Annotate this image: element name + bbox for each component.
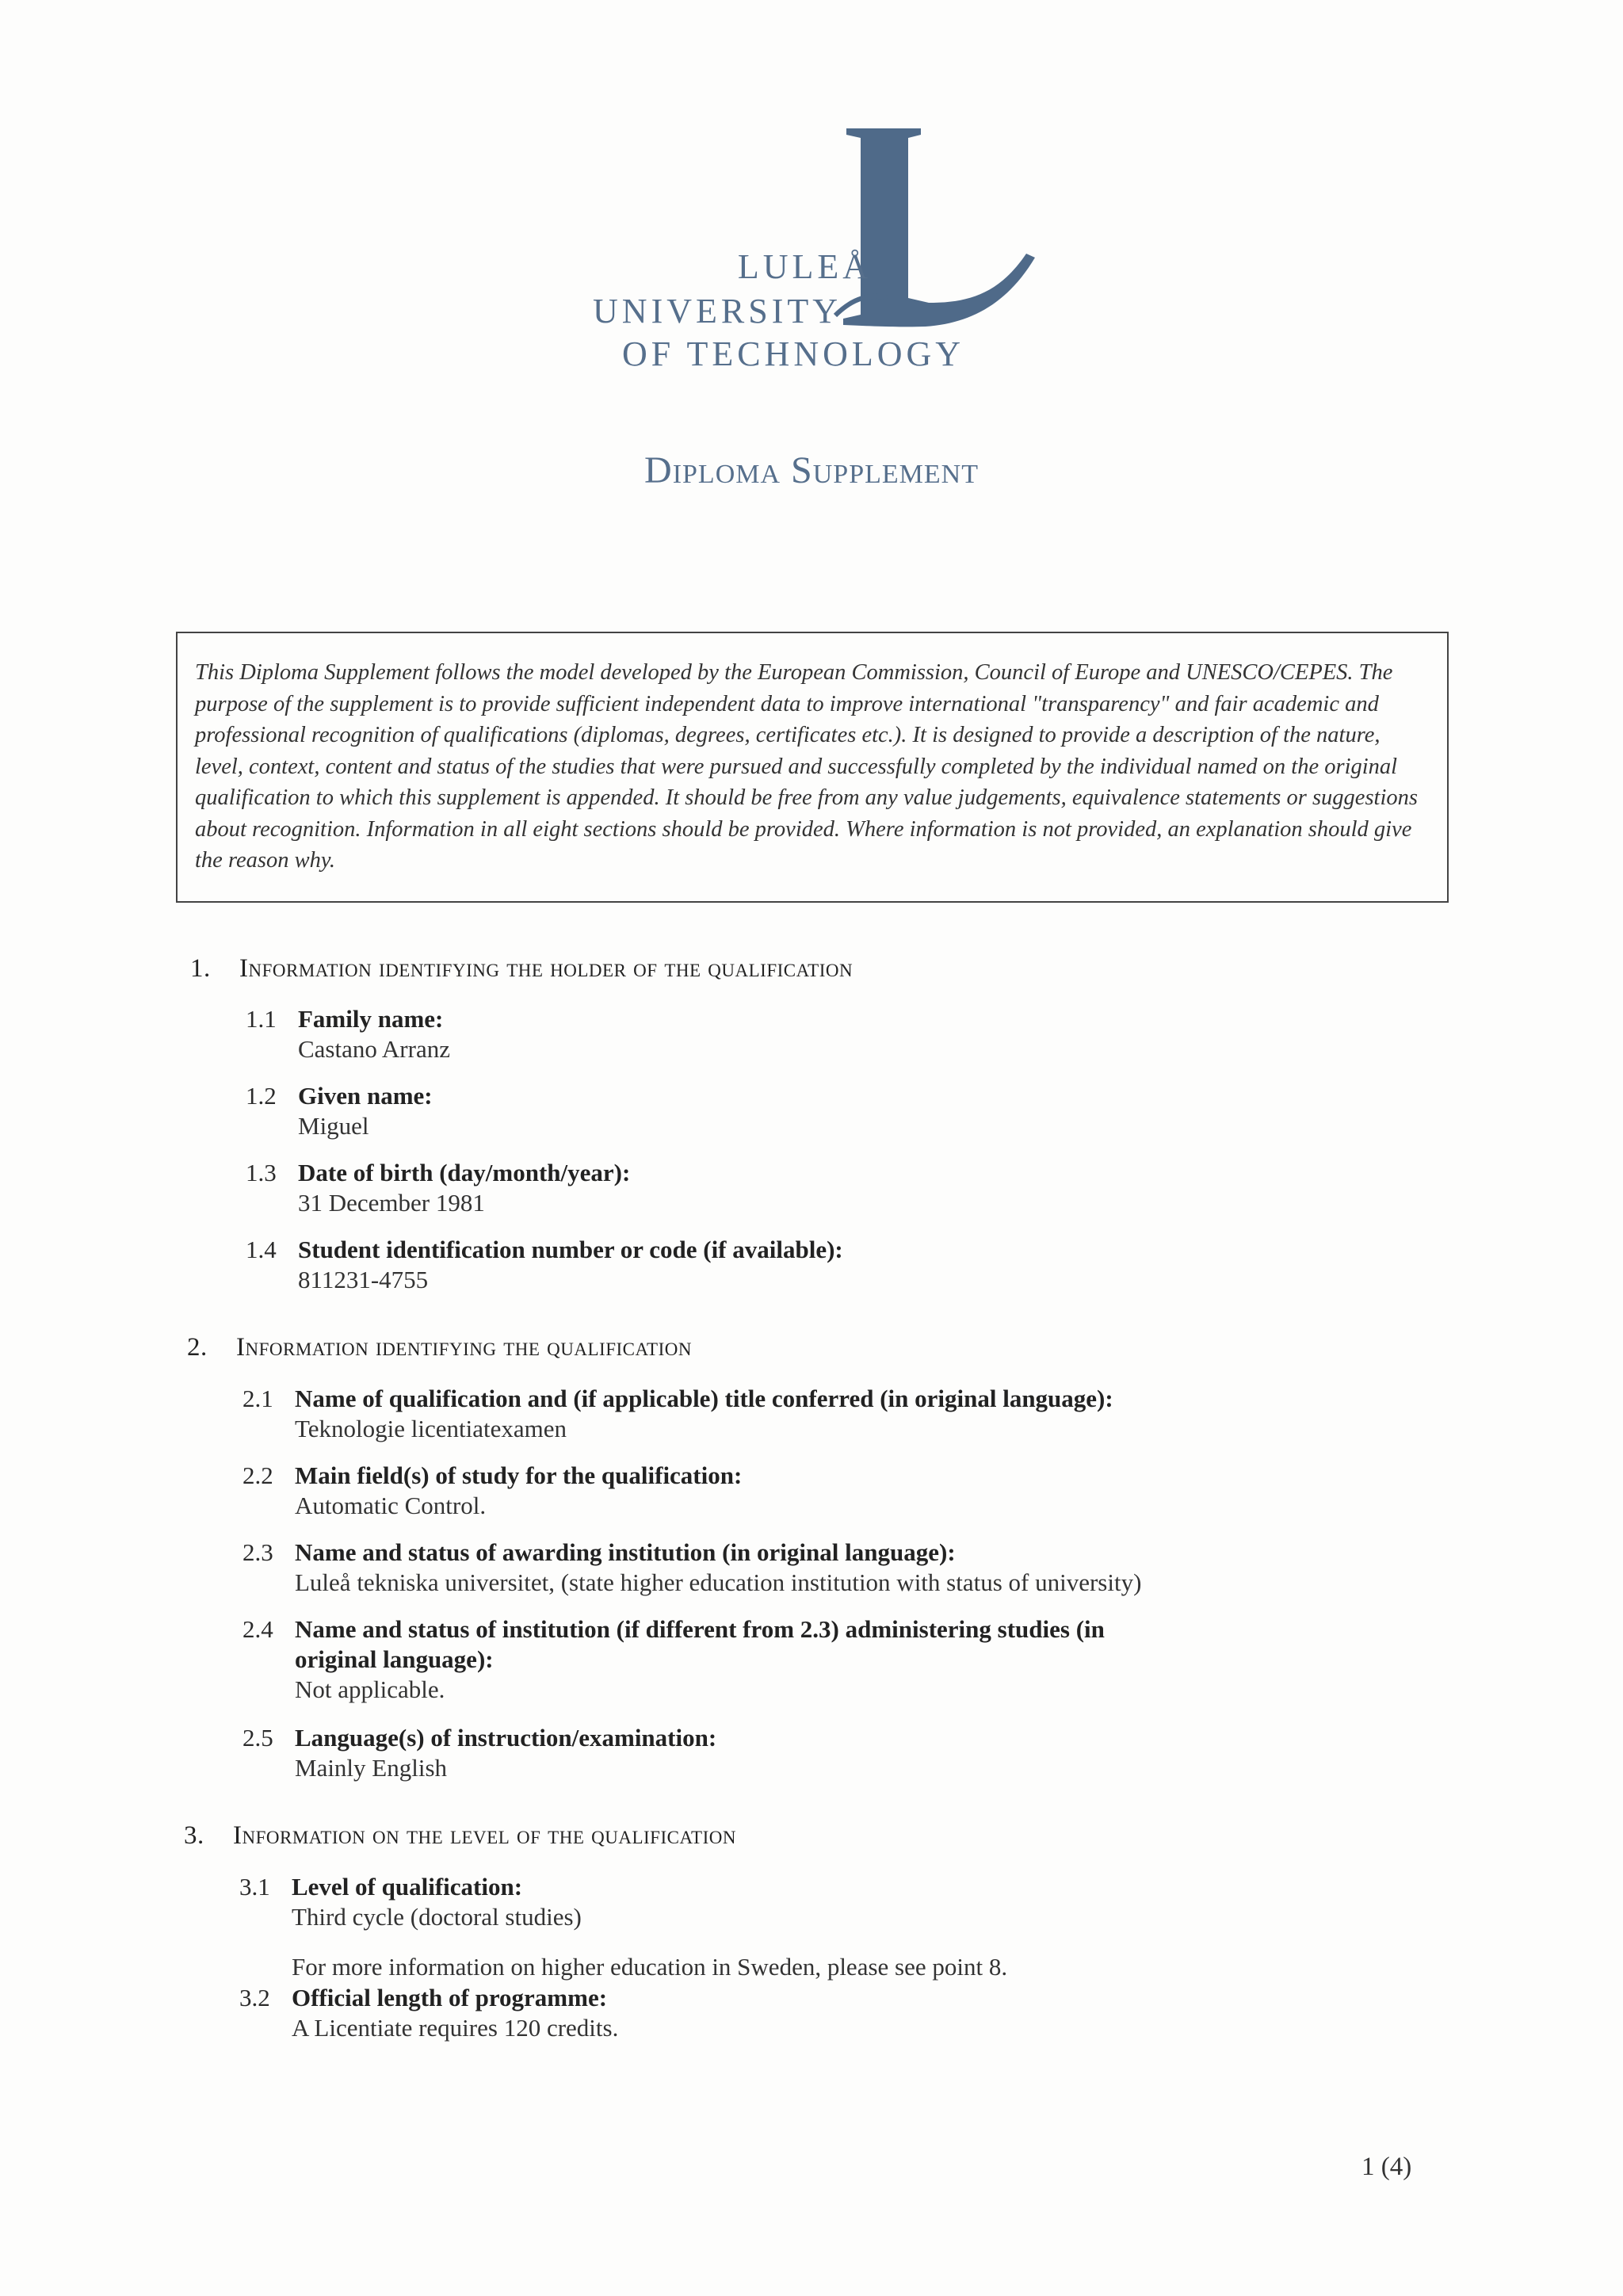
section-2-heading [187,1333,692,1362]
item-number: 1.4 [246,1236,277,1263]
item-number: 2.1 [242,1385,273,1412]
item-value: Luleå tekniska universitet, (state higher education institution with status of university) [295,1568,1142,1596]
item-number: 1.2 [246,1082,277,1110]
document-title: Diploma Supplement [644,449,979,491]
item-number: 2.2 [242,1461,273,1489]
item-number: 2.4 [242,1615,273,1643]
item-number: 2.5 [242,1724,273,1752]
level-note: For more information on higher education in Sweden, please see point 8. [292,1953,1008,1981]
item-value: Mainly English [295,1754,448,1782]
section-title: Information identifying the holder of the qualification [239,954,854,983]
item-1-3 [246,1158,631,1218]
item-1-1 [246,1004,450,1064]
intro-box: This Diploma Supplement follows the model developed by the European Commission, Council of Europe and UNESCO/CEPES. The purpose of the supplement is to provide sufficient independent data to improve international "transparency" and fair academic and professional recognition of qualifications (diplomas, degrees, certificates etc.). It is designed to provide a description of the nature, level, context, content and status of the studies that were pursued and successfully completed by the individual named on the original qualification to which this supplement is appended. It should be free from any value judgements, equivalence statements or suggestions about recognition. Information in all eight sections should be provided. Where information is not provided, an explanation should give the reason why. [176,632,1449,903]
item-number: 1.3 [246,1159,277,1186]
item-2-5 [242,1723,717,1783]
item-2-4 [242,1614,1167,1705]
item-value: Miguel [298,1112,369,1140]
logo-line-university: UNIVERSITY [593,292,842,330]
item-value: 31 December 1981 [298,1189,485,1217]
item-value: 811231-4755 [298,1266,429,1293]
item-1-2 [246,1081,433,1141]
section-title: Information identifying the qualification [236,1333,692,1362]
university-logo-icon [832,119,1070,333]
item-number: 3.1 [239,1873,270,1901]
page-number: 1 (4) [1361,2153,1412,2181]
item-label: Name and status of institution (if different from 2.3) administering studies (in original language): [295,1615,1105,1673]
item-1-4 [246,1235,843,1295]
section-title: Information on the level of the qualification [233,1821,736,1850]
item-number: 2.3 [242,1538,273,1566]
item-2-1 [242,1384,1113,1444]
section-3-heading [184,1821,736,1851]
logo-line-lulea: LULEÅ [737,247,872,286]
item-label: Given name: [298,1082,433,1110]
item-3-2 [239,1983,619,2043]
section-number: 2. [187,1333,208,1362]
section-1-heading [190,954,853,984]
item-2-3 [242,1538,1142,1598]
item-value: A Licentiate requires 120 credits. [292,2014,619,2042]
section-number: 3. [184,1821,204,1850]
item-number: 1.1 [246,1005,277,1033]
item-label: Name and status of awarding institution (in original language): [295,1538,956,1566]
item-label: Family name: [298,1005,444,1033]
item-2-2 [242,1461,743,1521]
item-label: Level of qualification: [292,1873,523,1901]
item-value: Not applicable. [295,1675,445,1703]
item-value: Teknologie licentiatexamen [295,1415,567,1442]
item-label: Date of birth (day/month/year): [298,1159,631,1186]
item-label: Main field(s) of study for the qualification: [295,1461,743,1489]
item-value: Third cycle (doctoral studies) [292,1903,582,1931]
item-value: Automatic Control. [295,1492,487,1519]
item-3-1 [239,1872,582,1932]
section-number: 1. [190,954,211,983]
item-value: Castano Arranz [298,1035,450,1063]
item-label: Official length of programme: [292,1984,608,2011]
item-number: 3.2 [239,1984,270,2011]
item-label: Name of qualification and (if applicable) title conferred (in original language): [295,1385,1113,1412]
item-label: Language(s) of instruction/examination: [295,1724,717,1752]
item-label: Student identification number or code (if available): [298,1236,843,1263]
logo-line-technology: OF TECHNOLOGY [622,334,965,373]
